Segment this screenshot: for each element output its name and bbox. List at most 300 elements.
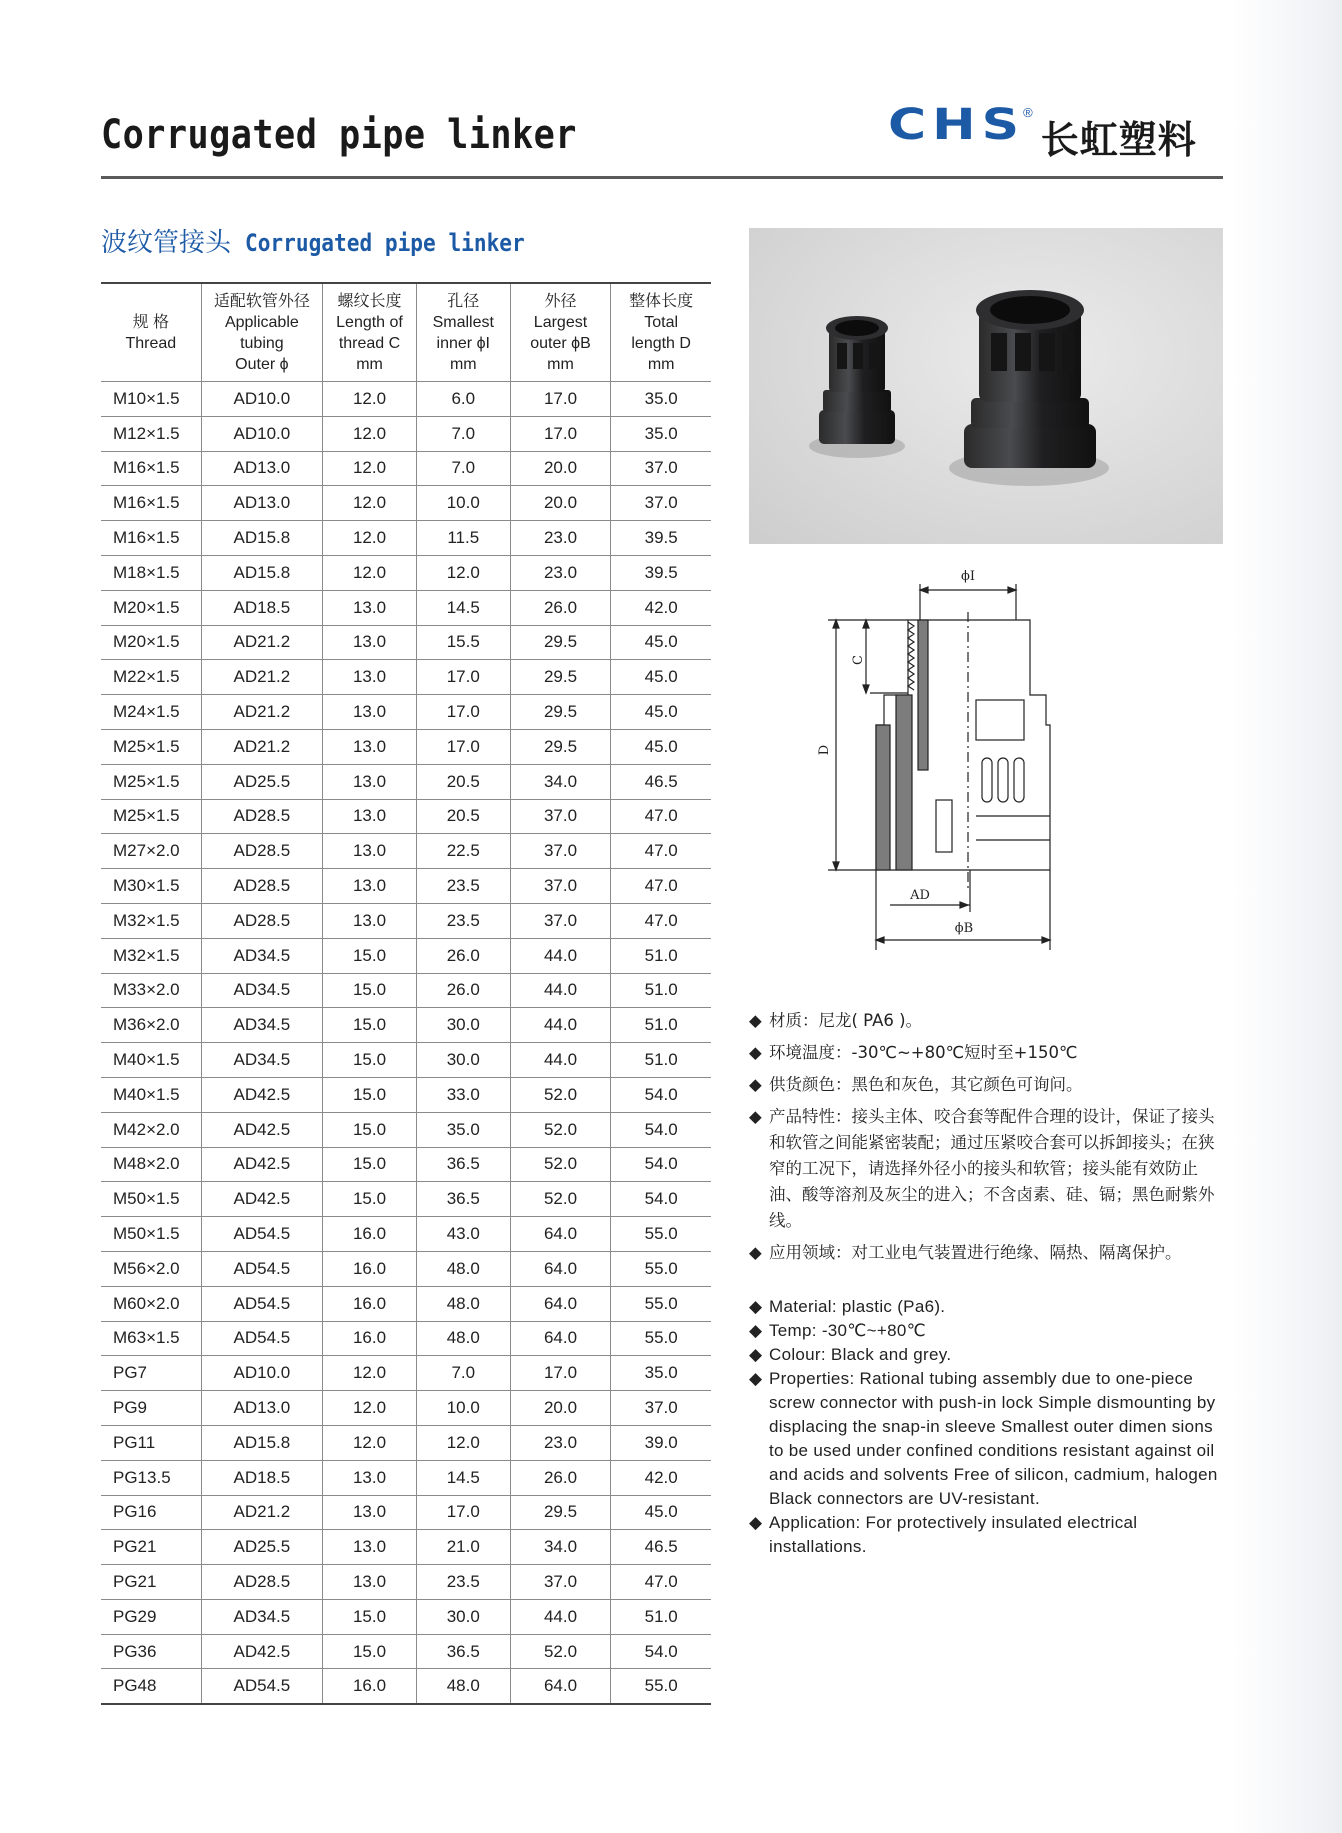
note-text: 供货颜色：黑色和灰色，其它颜色可询问。 [769, 1075, 1083, 1094]
table-cell: 52.0 [510, 1112, 611, 1147]
note-item [749, 1367, 1229, 1511]
table-cell: M32×1.5 [101, 903, 201, 938]
table-row [101, 1356, 711, 1391]
table-cell: 64.0 [510, 1669, 611, 1704]
drawing-label-phi-i: ϕI [961, 569, 975, 584]
table-cell: 54.0 [611, 1077, 711, 1112]
logo-mark: CHS [888, 100, 1026, 150]
table-row [101, 1182, 711, 1217]
table-cell: M18×1.5 [101, 555, 201, 590]
table-cell: 44.0 [510, 1043, 611, 1078]
column-header [611, 283, 711, 382]
table-cell: 12.0 [416, 1425, 510, 1460]
table-cell: AD13.0 [201, 451, 323, 486]
table-cell: AD42.5 [201, 1634, 323, 1669]
table-row [101, 799, 711, 834]
table-cell: 7.0 [416, 451, 510, 486]
table-cell: PG16 [101, 1495, 201, 1530]
table-cell: 17.0 [416, 660, 510, 695]
table-cell: 7.0 [416, 416, 510, 451]
table-cell: M40×1.5 [101, 1077, 201, 1112]
table-cell: 52.0 [510, 1147, 611, 1182]
table-cell: 26.0 [416, 973, 510, 1008]
table-cell: AD34.5 [201, 938, 323, 973]
table-row [101, 1321, 711, 1356]
table-cell: 52.0 [510, 1077, 611, 1112]
table-row [101, 903, 711, 938]
registered-mark: ® [1023, 105, 1033, 120]
table-cell: 54.0 [611, 1112, 711, 1147]
table-cell: 16.0 [323, 1286, 417, 1321]
table-cell: AD28.5 [201, 834, 323, 869]
table-cell: 45.0 [611, 695, 711, 730]
diamond-bullet-icon: ◆ [749, 1345, 763, 1364]
table-cell: 48.0 [416, 1321, 510, 1356]
table-cell: 17.0 [510, 382, 611, 417]
table-cell: 12.0 [416, 555, 510, 590]
table-cell: AD15.8 [201, 1425, 323, 1460]
table-cell: 37.0 [611, 486, 711, 521]
table-cell: AD42.5 [201, 1077, 323, 1112]
table-row [101, 1008, 711, 1043]
column-header-line: 螺纹长度 [337, 293, 402, 310]
table-cell: 16.0 [323, 1321, 417, 1356]
table-cell: 13.0 [323, 695, 417, 730]
table-cell: 47.0 [611, 869, 711, 904]
table-cell: M16×1.5 [101, 451, 201, 486]
table-cell: 29.5 [510, 660, 611, 695]
page-title: Corrugated pipe linker [101, 112, 577, 158]
column-header-line: mm [647, 356, 675, 373]
table-cell: 44.0 [510, 1599, 611, 1634]
table-cell: AD21.2 [201, 695, 323, 730]
table-cell: AD28.5 [201, 799, 323, 834]
table-cell: 48.0 [416, 1251, 510, 1286]
column-header-line: 外径 [544, 293, 577, 310]
diamond-bullet-icon: ◆ [749, 1513, 763, 1532]
table-cell: AD42.5 [201, 1112, 323, 1147]
table-cell: 52.0 [510, 1182, 611, 1217]
table-row [101, 1391, 711, 1426]
logo-chinese-name: 长虹塑料 [1040, 118, 1197, 162]
connector-section-drawing [800, 560, 1080, 960]
table-cell: 15.0 [323, 1182, 417, 1217]
table-cell: 20.0 [510, 486, 611, 521]
table-row [101, 973, 711, 1008]
table-row [101, 695, 711, 730]
table-cell: AD21.2 [201, 625, 323, 660]
table-cell: 44.0 [510, 973, 611, 1008]
table-cell: AD34.5 [201, 1008, 323, 1043]
table-cell: 64.0 [510, 1286, 611, 1321]
column-header-line: inner ϕI [436, 335, 490, 352]
table-cell: 35.0 [611, 382, 711, 417]
diamond-bullet-icon: ◆ [749, 1107, 762, 1126]
table-cell: 55.0 [611, 1321, 711, 1356]
note-item [749, 1072, 1229, 1098]
table-cell: 46.5 [611, 1530, 711, 1565]
table-cell: 17.0 [416, 695, 510, 730]
note-item [749, 1295, 1229, 1319]
table-cell: 48.0 [416, 1669, 510, 1704]
table-cell: M20×1.5 [101, 625, 201, 660]
table-cell: 13.0 [323, 625, 417, 660]
table-cell: AD18.5 [201, 590, 323, 625]
table-cell: M25×1.5 [101, 729, 201, 764]
table-cell: 15.0 [323, 1112, 417, 1147]
table-cell: 34.0 [510, 764, 611, 799]
table-cell: M32×1.5 [101, 938, 201, 973]
table-cell: PG9 [101, 1391, 201, 1426]
note-item [749, 1104, 1229, 1234]
table-cell: 17.0 [510, 1356, 611, 1391]
note-text: 应用领域：对工业电气装置进行绝缘、隔热、隔离保护。 [769, 1243, 1182, 1262]
table-cell: 23.0 [510, 1425, 611, 1460]
table-cell: PG21 [101, 1530, 201, 1565]
section-title [101, 222, 563, 259]
table-row [101, 590, 711, 625]
table-cell: M42×2.0 [101, 1112, 201, 1147]
table-cell: AD28.5 [201, 1565, 323, 1600]
table-cell: 51.0 [611, 1008, 711, 1043]
table-cell: M10×1.5 [101, 382, 201, 417]
table-cell: M25×1.5 [101, 764, 201, 799]
table-cell: 33.0 [416, 1077, 510, 1112]
table-cell: M16×1.5 [101, 521, 201, 556]
drawing-label-d: D [817, 744, 832, 756]
note-text: 环境温度：-30℃~+80℃短时至+150℃ [769, 1043, 1078, 1062]
table-row [101, 1217, 711, 1252]
table-cell: 15.0 [323, 1599, 417, 1634]
table-cell: PG36 [101, 1634, 201, 1669]
table-cell: AD25.5 [201, 764, 323, 799]
table-cell: 13.0 [323, 903, 417, 938]
table-cell: 64.0 [510, 1251, 611, 1286]
table-row [101, 1251, 711, 1286]
table-row [101, 521, 711, 556]
table-cell: 37.0 [510, 903, 611, 938]
table-cell: 39.5 [611, 521, 711, 556]
technical-drawing [800, 560, 1080, 960]
diamond-bullet-icon: ◆ [749, 1243, 762, 1262]
table-cell: 13.0 [323, 1495, 417, 1530]
table-cell: AD34.5 [201, 973, 323, 1008]
note-item [749, 1040, 1229, 1066]
table-cell: 12.0 [323, 1356, 417, 1391]
table-row [101, 486, 711, 521]
column-header-line: 规 格 [132, 314, 170, 331]
note-text: Colour: Black and grey. [769, 1345, 952, 1364]
table-cell: M48×2.0 [101, 1147, 201, 1182]
table-cell: AD54.5 [201, 1286, 323, 1321]
table-cell: 30.0 [416, 1599, 510, 1634]
column-header-line: Length of [336, 314, 403, 331]
table-body [101, 382, 711, 1705]
table-cell: 22.5 [416, 834, 510, 869]
note-text: 材质：尼龙( PA6 )。 [769, 1011, 923, 1030]
table-cell: 23.5 [416, 903, 510, 938]
table-cell: 55.0 [611, 1669, 711, 1704]
table-cell: 47.0 [611, 1565, 711, 1600]
column-header-line: 孔径 [447, 293, 480, 310]
table-cell: 47.0 [611, 903, 711, 938]
table-cell: AD54.5 [201, 1217, 323, 1252]
table-cell: M20×1.5 [101, 590, 201, 625]
diamond-bullet-icon: ◆ [749, 1043, 762, 1062]
column-header-line: Total [644, 314, 679, 331]
table-row [101, 1286, 711, 1321]
table-cell: 42.0 [611, 590, 711, 625]
table-cell: 12.0 [323, 486, 417, 521]
table-cell: 35.0 [416, 1112, 510, 1147]
note-text: 产品特性：接头主体、咬合套等配件合理的设计，保证了接头和软管之间能紧密装配；通过压紧咬合套可以拆卸接头；在狭窄的工况下，请选择外径小的接头和软管；接头能有效防止油、酸等溶剂及灰尘的进入；不含卤素、硅、镉；黑色耐紫外线。 [769, 1107, 1215, 1230]
table-cell: AD28.5 [201, 903, 323, 938]
table-cell: 23.0 [510, 555, 611, 590]
note-item [749, 1240, 1229, 1266]
table-cell: M12×1.5 [101, 416, 201, 451]
column-header [416, 283, 510, 382]
table-cell: M24×1.5 [101, 695, 201, 730]
table-row [101, 1425, 711, 1460]
table-cell: M50×1.5 [101, 1217, 201, 1252]
table-cell: 37.0 [611, 1391, 711, 1426]
background-shade [1232, 0, 1342, 1833]
table-cell: AD34.5 [201, 1043, 323, 1078]
table-cell: M50×1.5 [101, 1182, 201, 1217]
table-cell: 7.0 [416, 1356, 510, 1391]
diamond-bullet-icon: ◆ [749, 1075, 762, 1094]
table-cell: 45.0 [611, 1495, 711, 1530]
table-row [101, 1147, 711, 1182]
table-cell: 29.5 [510, 695, 611, 730]
table-cell: AD28.5 [201, 869, 323, 904]
table-row [101, 1043, 711, 1078]
connector-photo-illustration [749, 228, 1223, 544]
table-cell: 54.0 [611, 1147, 711, 1182]
table-cell: 16.0 [323, 1251, 417, 1286]
table-cell: 29.5 [510, 729, 611, 764]
column-header-line: 适配软管外径 [213, 293, 310, 310]
table-cell: AD18.5 [201, 1460, 323, 1495]
table-cell: 35.0 [611, 416, 711, 451]
table-cell: 16.0 [323, 1217, 417, 1252]
column-header-line: Largest [533, 314, 588, 331]
drawing-label-c: C [851, 655, 866, 665]
table-header-row [101, 283, 711, 382]
table-cell: PG29 [101, 1599, 201, 1634]
table-cell: M36×2.0 [101, 1008, 201, 1043]
table-row [101, 382, 711, 417]
table-cell: AD42.5 [201, 1147, 323, 1182]
table-cell: 15.0 [323, 1147, 417, 1182]
table-cell: AD25.5 [201, 1530, 323, 1565]
column-header [101, 283, 201, 382]
note-text: Properties: Rational tubing assembly due to one-piece screw connector with push-in lock Simple dismounting by displacing the snap-in sleeve Smallest outer dimen sions to be used under confined conditions resistant against oil and acids and solvents Free of silicon, cadmium, halogen Black connectors are UV-resistant. [769, 1369, 1218, 1508]
table-cell: 47.0 [611, 834, 711, 869]
table-cell: 13.0 [323, 764, 417, 799]
table-cell: 12.0 [323, 451, 417, 486]
table-cell: 55.0 [611, 1217, 711, 1252]
table-row [101, 1634, 711, 1669]
column-header-line: outer ϕB [530, 335, 591, 352]
note-item [749, 1343, 1229, 1367]
table-cell: AD54.5 [201, 1669, 323, 1704]
table-cell: AD15.8 [201, 521, 323, 556]
table-cell: 15.0 [323, 938, 417, 973]
table-cell: 20.5 [416, 764, 510, 799]
table-cell: 26.0 [510, 590, 611, 625]
table-row [101, 764, 711, 799]
table-cell: 37.0 [510, 834, 611, 869]
table-cell: 37.0 [510, 869, 611, 904]
table-cell: 42.0 [611, 1460, 711, 1495]
table-row [101, 1077, 711, 1112]
table-cell: 45.0 [611, 729, 711, 764]
note-item [749, 1008, 1229, 1034]
table-cell: 10.0 [416, 486, 510, 521]
column-header-line: Outer ϕ [235, 356, 289, 373]
table-cell: 51.0 [611, 1599, 711, 1634]
table-cell: M27×2.0 [101, 834, 201, 869]
table-cell: 37.0 [611, 451, 711, 486]
table-cell: 51.0 [611, 938, 711, 973]
table-row [101, 625, 711, 660]
table-cell: 13.0 [323, 799, 417, 834]
table-row [101, 555, 711, 590]
table-cell: 6.0 [416, 382, 510, 417]
column-header-line: Applicable [224, 314, 299, 331]
table-cell: AD13.0 [201, 1391, 323, 1426]
chinese-notes-list [749, 1008, 1229, 1272]
table-cell: M33×2.0 [101, 973, 201, 1008]
table-row [101, 416, 711, 451]
table-row [101, 834, 711, 869]
table-cell: AD34.5 [201, 1599, 323, 1634]
drawing-label-phi-b: ϕB [954, 921, 974, 936]
table-cell: 34.0 [510, 1530, 611, 1565]
table-cell: 17.0 [416, 1495, 510, 1530]
table-cell: 10.0 [416, 1391, 510, 1426]
table-row [101, 1112, 711, 1147]
table-cell: PG13.5 [101, 1460, 201, 1495]
product-photo [749, 228, 1223, 544]
table-cell: M63×1.5 [101, 1321, 201, 1356]
table-cell: 47.0 [611, 799, 711, 834]
table-cell: 51.0 [611, 973, 711, 1008]
note-item [749, 1319, 1229, 1343]
table-cell: 44.0 [510, 1008, 611, 1043]
table-cell: 12.0 [323, 416, 417, 451]
table-cell: 14.5 [416, 590, 510, 625]
table-cell: AD13.0 [201, 486, 323, 521]
table-cell: AD42.5 [201, 1182, 323, 1217]
table-cell: AD15.8 [201, 555, 323, 590]
table-cell: 12.0 [323, 555, 417, 590]
table-cell: AD54.5 [201, 1321, 323, 1356]
column-header-line: Thread [125, 335, 177, 352]
table-row [101, 660, 711, 695]
table-cell: AD10.0 [201, 1356, 323, 1391]
table-cell: 12.0 [323, 521, 417, 556]
table-cell: 15.0 [323, 1077, 417, 1112]
table-row [101, 1530, 711, 1565]
column-header [201, 283, 323, 382]
table-cell: M30×1.5 [101, 869, 201, 904]
note-text: Temp: -30℃~+80℃ [769, 1321, 927, 1340]
table-cell: AD21.2 [201, 729, 323, 764]
table-cell: 13.0 [323, 590, 417, 625]
column-header-line: length D [631, 335, 691, 352]
table-cell: 64.0 [510, 1321, 611, 1356]
table-cell: 13.0 [323, 660, 417, 695]
table-cell: 44.0 [510, 938, 611, 973]
table-cell: 23.5 [416, 869, 510, 904]
note-item [749, 1511, 1229, 1559]
table-row [101, 1669, 711, 1704]
table-cell: 39.0 [611, 1425, 711, 1460]
drawing-label-ad: AD [910, 888, 930, 903]
table-cell: 14.5 [416, 1460, 510, 1495]
table-cell: 11.5 [416, 521, 510, 556]
table-cell: AD10.0 [201, 382, 323, 417]
table-cell: 15.0 [323, 1634, 417, 1669]
table-cell: AD21.2 [201, 660, 323, 695]
table-cell: M56×2.0 [101, 1251, 201, 1286]
english-notes-list [749, 1295, 1229, 1559]
table-row [101, 869, 711, 904]
diamond-bullet-icon: ◆ [749, 1297, 763, 1316]
table-cell: 15.0 [323, 1043, 417, 1078]
column-header [323, 283, 417, 382]
column-header-line: mm [449, 356, 477, 373]
diamond-bullet-icon: ◆ [749, 1011, 762, 1030]
table-cell: 17.0 [510, 416, 611, 451]
table-cell: 15.0 [323, 1008, 417, 1043]
table-cell: M40×1.5 [101, 1043, 201, 1078]
table-cell: 23.0 [510, 521, 611, 556]
table-cell: 36.5 [416, 1634, 510, 1669]
table-cell: M25×1.5 [101, 799, 201, 834]
note-text: Material: plastic (Pa6). [769, 1297, 946, 1316]
table-cell: 13.0 [323, 1565, 417, 1600]
table-row [101, 729, 711, 764]
column-header [510, 283, 611, 382]
table-cell: 54.0 [611, 1634, 711, 1669]
table-cell: 17.0 [416, 729, 510, 764]
section-title-en: Corrugated pipe linker [245, 229, 525, 257]
column-header-line: thread C [338, 335, 401, 352]
table-cell: 13.0 [323, 1530, 417, 1565]
table-cell: 12.0 [323, 1425, 417, 1460]
table-cell: 46.5 [611, 764, 711, 799]
column-header-line: 整体长度 [629, 293, 694, 310]
table-cell: 45.0 [611, 625, 711, 660]
table-cell: 20.0 [510, 451, 611, 486]
table-row [101, 1565, 711, 1600]
section-title-cn: 波纹管接头 [101, 228, 232, 258]
table-cell: AD10.0 [201, 416, 323, 451]
table-row [101, 1460, 711, 1495]
brand-logo [888, 100, 1197, 163]
table-cell: 16.0 [323, 1669, 417, 1704]
table-cell: M60×2.0 [101, 1286, 201, 1321]
table-row [101, 1495, 711, 1530]
column-header-line: Smallest [432, 314, 494, 331]
table-cell: 13.0 [323, 869, 417, 904]
table-cell: 43.0 [416, 1217, 510, 1252]
table-cell: 29.5 [510, 1495, 611, 1530]
table-cell: AD21.2 [201, 1495, 323, 1530]
